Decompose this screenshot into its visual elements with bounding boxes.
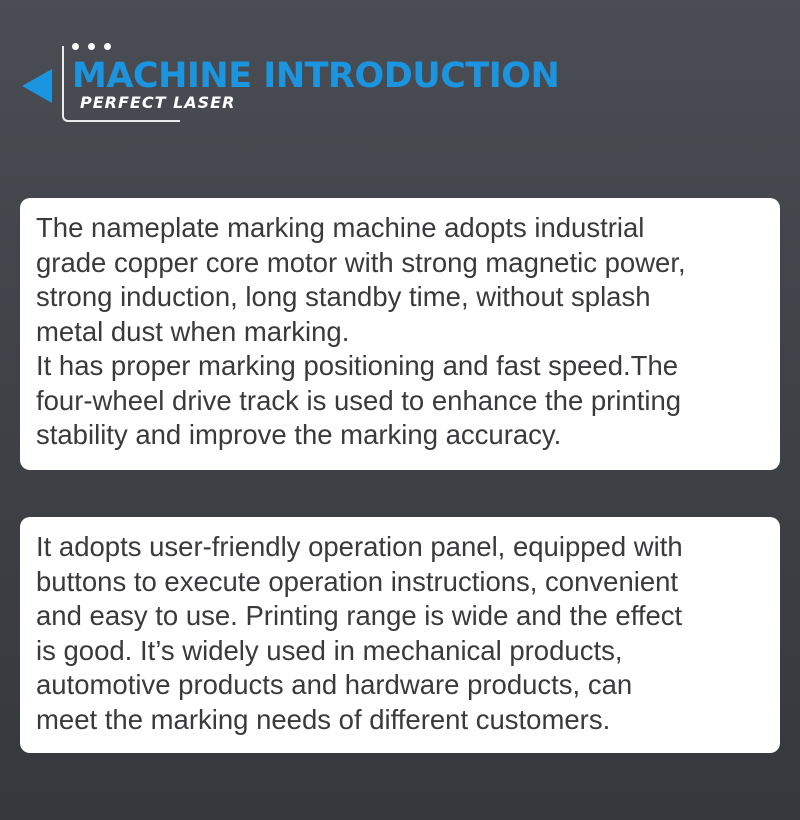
- arrow-left-icon: [22, 69, 52, 103]
- dots-icon: [72, 43, 111, 50]
- intro-card-2: [20, 517, 780, 753]
- brand-subtitle: PERFECT LASER: [80, 93, 236, 112]
- card-paragraph: It adopts user-friendly operation panel, equipped with buttons to execute operation instructions, convenient and easy to use. Printing range is wide and the effect is good. It’s widely used in mechanical products, automotive products and hardware products, can meet the marking needs of different customers.: [36, 531, 683, 735]
- dot: [88, 43, 95, 50]
- page-title: MACHINE INTRODUCTION: [72, 56, 560, 96]
- card-paragraph: The nameplate marking machine adopts industrial grade copper core motor with strong magnetic power, strong induction, long standby time, without splash metal dust when marking.: [36, 212, 686, 347]
- intro-card-1: [20, 198, 780, 470]
- dot: [104, 43, 111, 50]
- section-header: [0, 0, 800, 140]
- card-paragraph: It has proper marking positioning and fast speed.The four-wheel drive track is used to enhance the printing stability and improve the marking accuracy.: [36, 350, 682, 450]
- dot: [72, 43, 79, 50]
